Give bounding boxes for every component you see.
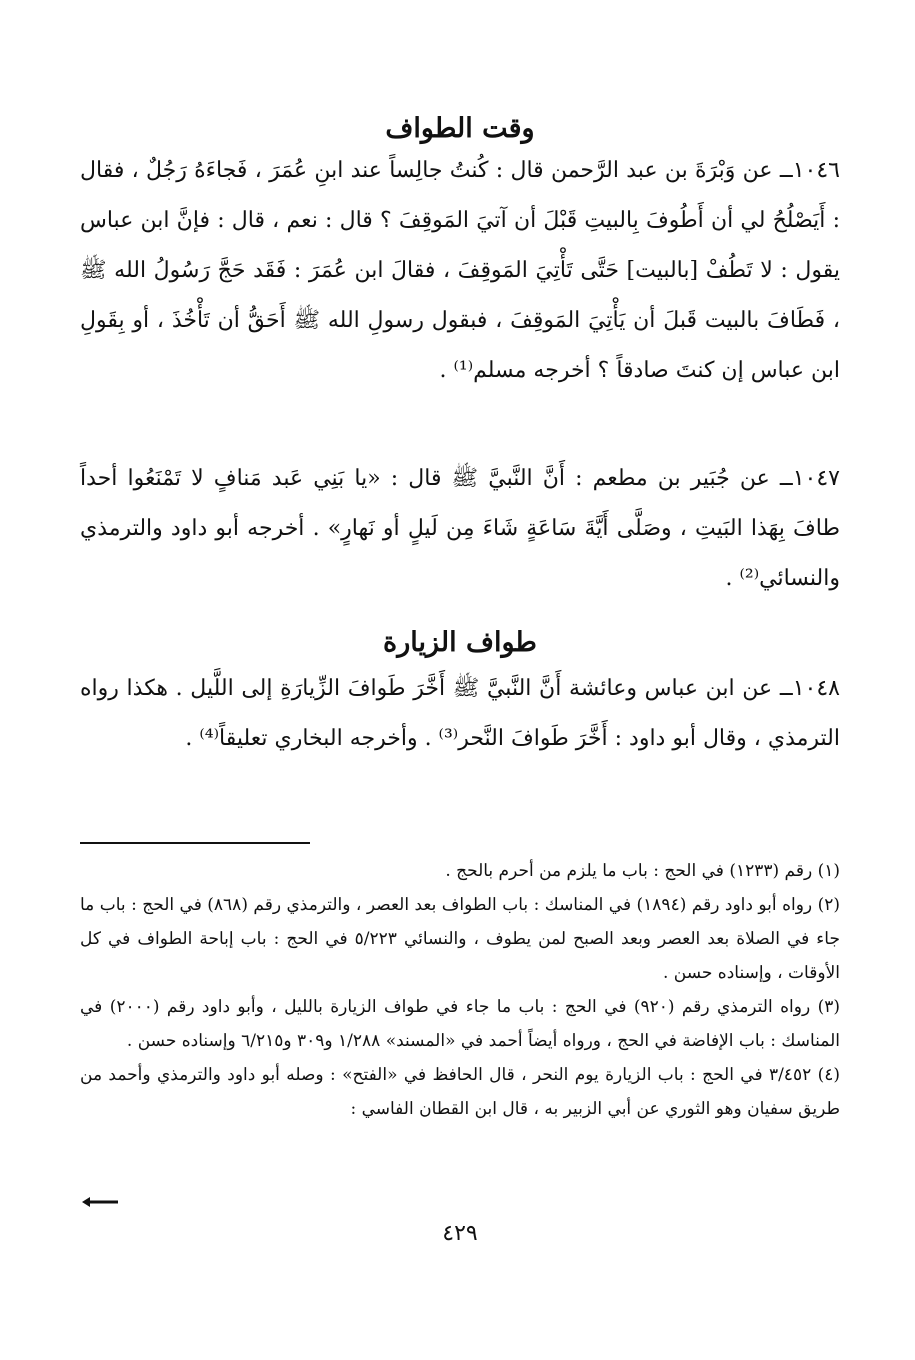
- section-heading-ziyara: طواف الزيارة: [383, 627, 537, 658]
- footnote-text: رواه الترمذي رقم (٩٢٠) في الحج : باب ما جاء في طواف الزيارة بالليل ، وأبو داود رقم (٢٠٠٠) في المناسك : باب الإفاضة في الحج ، ورواه أيضاً أحمد في «المسند» ١/٢٨٨ و٣٠٩ و٦/٢١٥ وإسناده حسن .: [80, 997, 840, 1051]
- footnote-separator: [80, 842, 310, 844]
- footnote-text: رواه أبو داود رقم (١٨٩٤) في المناسك : باب الطواف بعد العصر ، والترمذي رقم (٨٦٨) في الحج : باب ما جاء في الصلاة بعد العصر وبعد الصبح لمن يطوف ، والنسائي ٥/٢٢٣ في الحج : باب إباحة الطواف في كل الأوقات ، وإسناده حسن .: [80, 895, 840, 983]
- hadith-text: عن وَبْرَةَ بن عبد الرَّحمن قال : كُنتُ جالِساً عند ابنِ عُمَرَ ، فَجاءَهُ رَجُلٌ ، فقال : أَيَصْلُحُ لي أن أَطُوفَ بِالبيتِ قَبْلَ أن آتيَ المَوقِفَ ؟ قال : نعم ، قال : فإنَّ ابن عباس يقول : لا تَطُفْ [بالبيت] حَتَّى تَأْتِيَ المَوقِفَ ، فقالَ ابن عُمَرَ : فَقَد حَجَّ رَسُولُ الله ﷺ ، فَطَافَ بالبيت قَبلَ أن يَأْتِيَ المَوقِفَ ، فبقول رسولِ الله ﷺ أَحَقُّ أن تَأْخُذَ ، أو بِقَولِ ابن عباس إن كنتَ صادقاً ؟ أخرجه مسلم⁽¹⁾ .: [80, 158, 840, 383]
- footnote-marker: (٢): [817, 895, 840, 915]
- hadith-number: ١٠٤٨ــ: [779, 676, 840, 701]
- hadith-number: ١٠٤٧ــ: [779, 466, 840, 491]
- hadith-number: ١٠٤٦ــ: [779, 158, 840, 183]
- hadith-1048: [80, 664, 840, 764]
- hadith-1047: [80, 454, 840, 604]
- book-page: [80, 0, 840, 1360]
- footnote-1: [80, 854, 840, 888]
- footnote-3: [80, 990, 840, 1058]
- footnote-marker: (١): [817, 861, 840, 881]
- hadith-1046: [80, 146, 840, 396]
- hadith-text: عن ابن عباس وعائشة أَنَّ النَّبيَّ ﷺ أَخَّرَ طَوافَ الزِّيارَةِ إلى اللَّيل . هكذا رواه الترمذي ، وقال أبو داود : أَخَّرَ طَوافَ النَّحر⁽³⁾ . وأخرجه البخاري تعليقاً⁽⁴⁾ .: [80, 676, 840, 751]
- arrow-left-icon: [80, 1196, 120, 1208]
- footnote-marker: (٤): [817, 1065, 840, 1085]
- footnote-4: [80, 1058, 840, 1126]
- section-heading-tawaf-time: وقت الطواف: [385, 113, 535, 144]
- footnotes: [80, 854, 840, 1126]
- hadith-text: عن جُبَير بن مطعم : أَنَّ النَّبيَّ ﷺ قال : «يا بَنِي عَبد مَنافٍ لا تَمْنَعُوا أحداً طافَ بِهَذا البَيتِ ، وصَلَّى أَيَّةَ سَاعَةٍ شَاءَ مِن لَيلٍ أو نَهارٍ» . أخرجه أبو داود والترمذي والنسائي⁽²⁾ .: [80, 466, 840, 591]
- footnote-text: ٣/٤٥٢ في الحج : باب الزيارة يوم النحر ، قال الحافظ في «الفتح» : وصله أبو داود والترمذي وأحمد من طريق سفيان وهو الثوري عن أبي الزبير به ، قال ابن القطان الفاسي :: [80, 1065, 840, 1119]
- footnote-2: [80, 888, 840, 990]
- footnote-marker: (٣): [817, 997, 840, 1017]
- page-number: ٤٢٩: [442, 1221, 478, 1246]
- footnote-text: رقم (١٢٣٣) في الحج : باب ما يلزم من أحرم بالحج .: [445, 861, 813, 881]
